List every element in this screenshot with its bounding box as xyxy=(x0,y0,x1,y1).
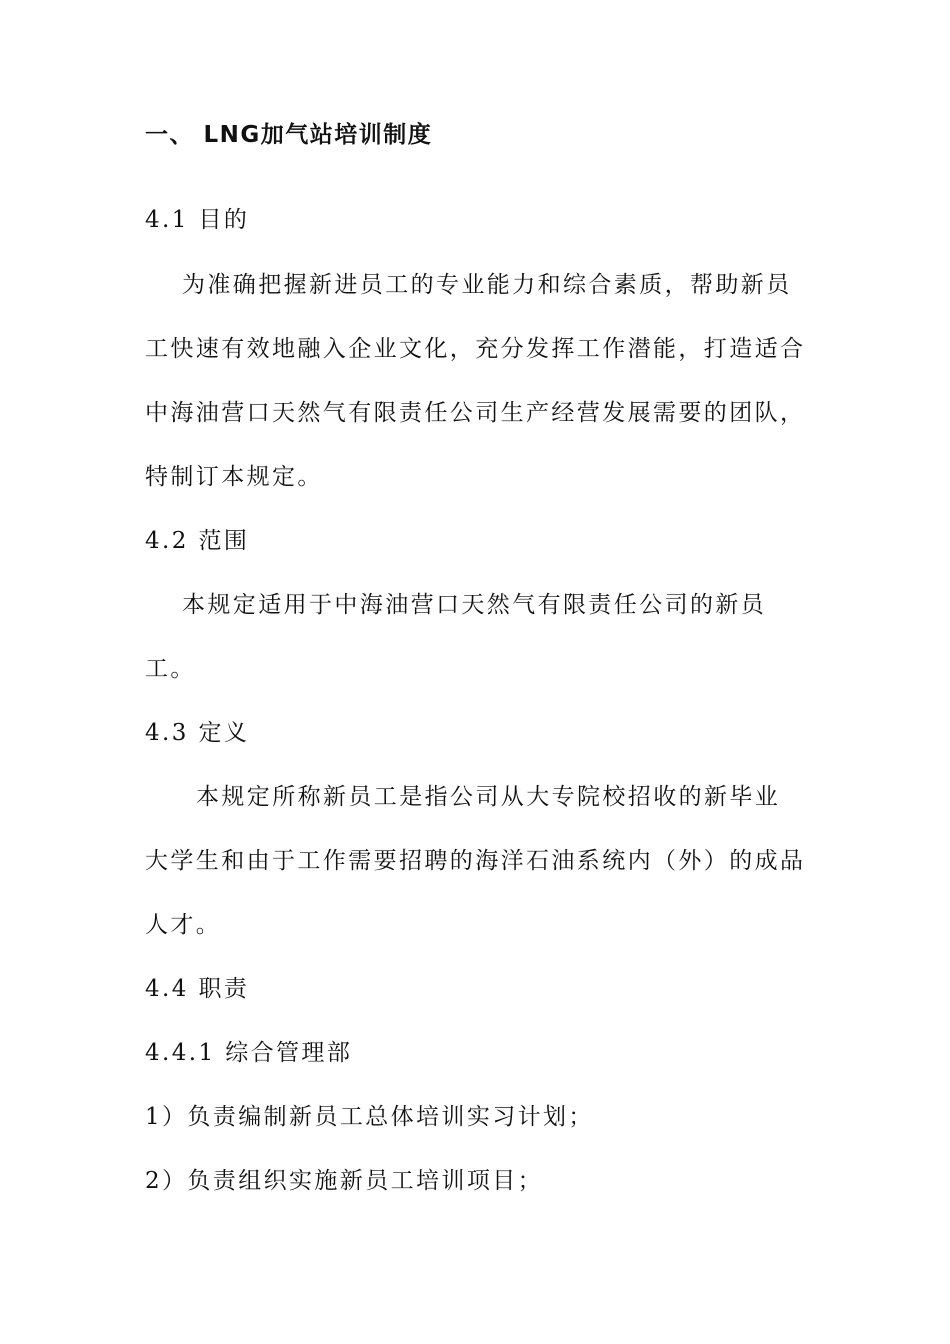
paragraph-line: 工快速有效地融入企业文化，充分发挥工作潜能，打造适合 xyxy=(145,336,806,362)
paragraph-line: 工。 xyxy=(145,656,196,682)
section-heading-4-1: 4.1 目的 xyxy=(145,207,250,233)
paragraph-line: 本规定所称新员工是指公司从大专院校招收的新毕业 xyxy=(196,784,781,810)
section-heading-4-2: 4.2 范围 xyxy=(145,528,250,554)
paragraph-line: 中海油营口天然气有限责任公司生产经营发展需要的团队， xyxy=(145,400,806,426)
subsection-heading-4-4-1: 4.4.1 综合管理部 xyxy=(145,1040,353,1066)
paragraph-line: 为准确把握新进员工的专业能力和综合素质，帮助新员 xyxy=(182,272,792,298)
paragraph-line: 大学生和由于工作需要招聘的海洋石油系统内（外）的成品 xyxy=(145,848,806,874)
list-item: 2）负责组织实施新员工培训项目； xyxy=(145,1168,544,1194)
paragraph-line: 特制订本规定。 xyxy=(145,464,323,490)
document-title: 一、 LNG加气站培训制度 xyxy=(145,122,433,148)
paragraph-line: 人才。 xyxy=(145,912,222,938)
paragraph-line: 本规定适用于中海油营口天然气有限责任公司的新员 xyxy=(182,592,767,618)
section-heading-4-4: 4.4 职责 xyxy=(145,976,250,1002)
list-item: 1）负责编制新员工总体培训实习计划； xyxy=(145,1104,594,1130)
section-heading-4-3: 4.3 定义 xyxy=(145,720,250,746)
